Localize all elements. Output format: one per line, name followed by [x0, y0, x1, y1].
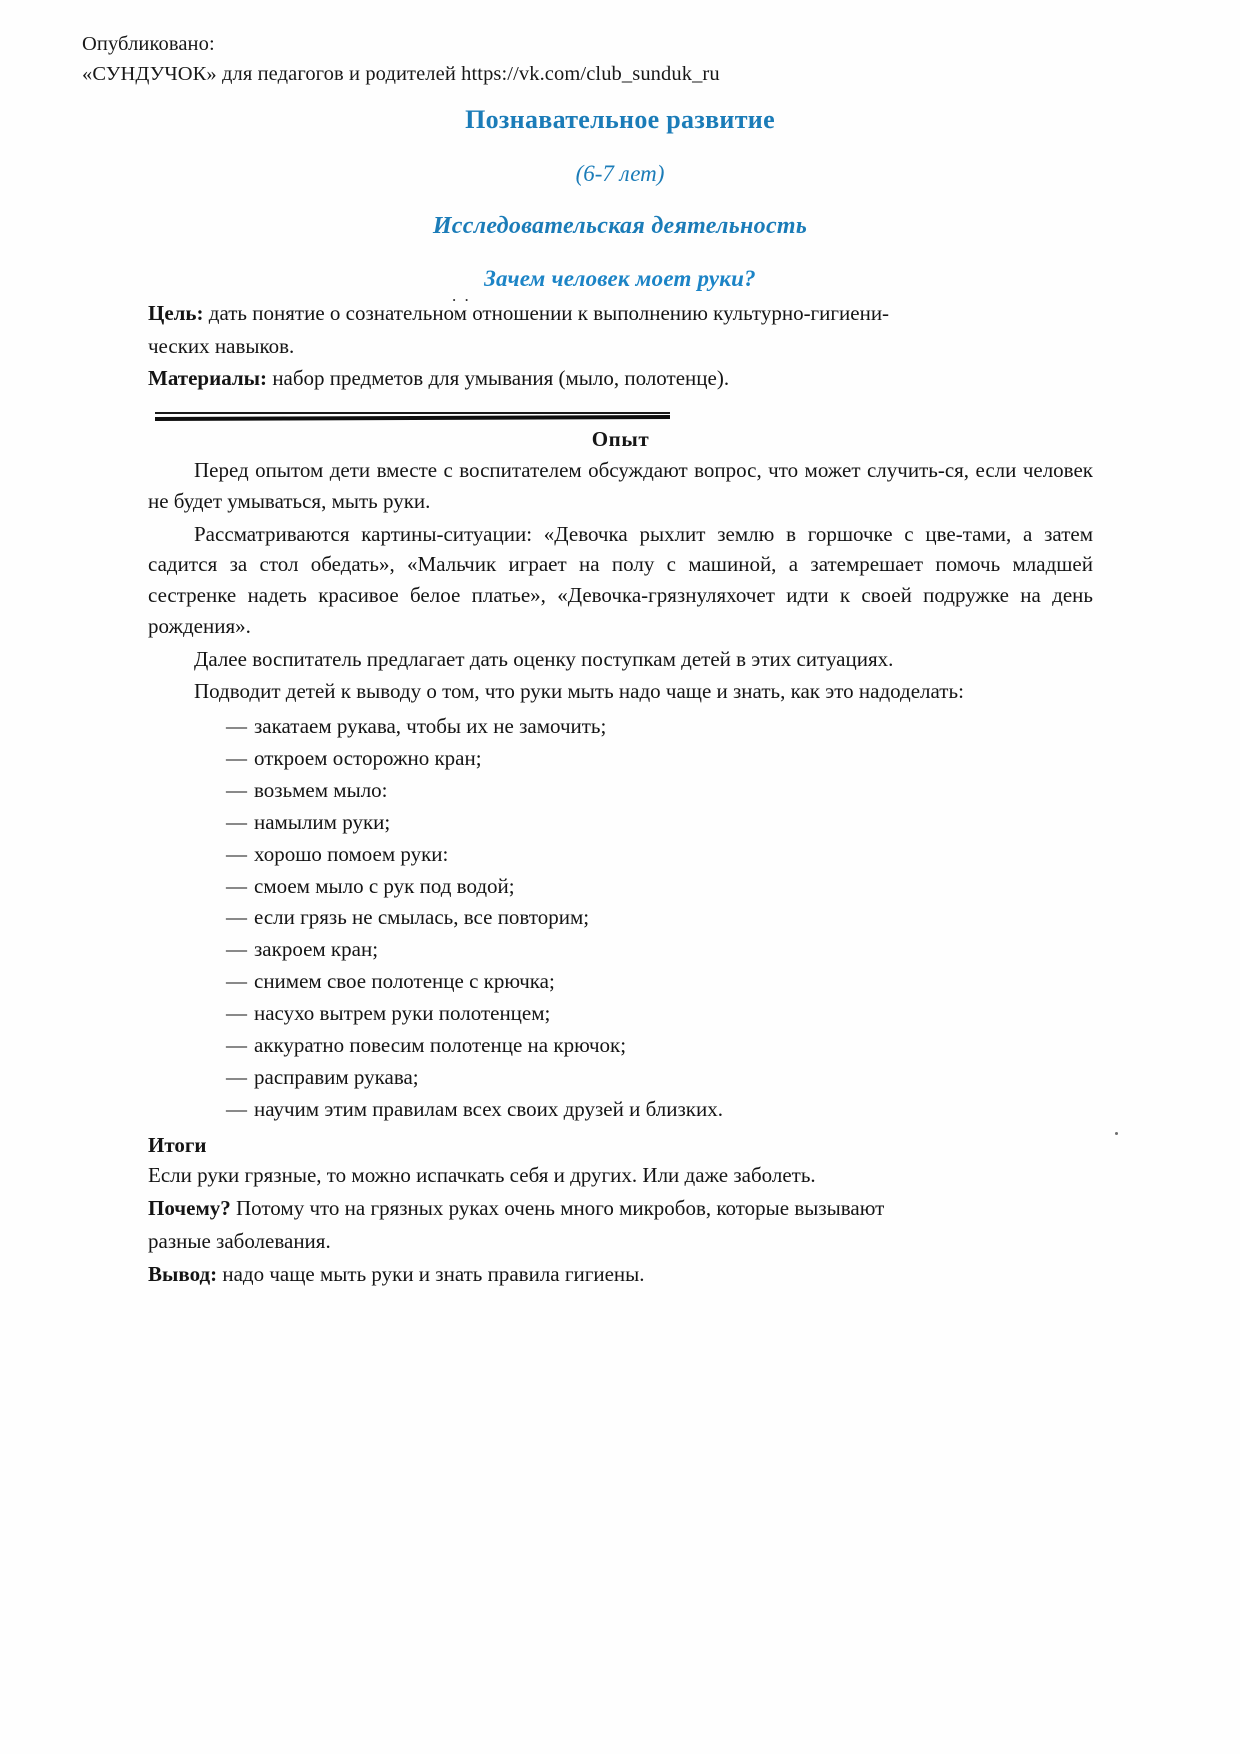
step-text: расправим рукава;: [254, 1064, 419, 1089]
publication-credit: [82, 30, 982, 89]
experiment-paragraph-1: [148, 455, 1093, 517]
intro-section: [148, 298, 1093, 396]
step-text: снимем свое полотенце с крючка;: [254, 969, 555, 994]
step-text: возьмем мыло:: [254, 777, 388, 802]
step-text: закатаем рукава, чтобы их не замочить;: [254, 714, 607, 738]
dash-marker: —: [226, 937, 247, 962]
list-item: [226, 1030, 1093, 1062]
list-item: [226, 839, 1093, 871]
step-text: если грязь не смылась, все повторим;: [254, 905, 590, 930]
experiment-paragraph-3: Далее воспитатель предлагает дать оценку поступкам детей в этих ситуациях.: [194, 646, 894, 671]
experiment-p2-line4: хочет идти к своей подружке на день рождения».: [148, 583, 1093, 638]
list-item: [226, 807, 1093, 839]
dash-marker: —: [226, 969, 247, 994]
experiment-p1-line2: ся, если человек не будет умываться, мыть руки.: [148, 458, 1093, 513]
list-item: [226, 871, 1093, 903]
divider-thin-line: [155, 412, 670, 414]
final-conclusion-paragraph: [148, 1259, 1093, 1290]
materials-label: Материалы:: [148, 366, 268, 391]
dash-marker: —: [226, 841, 247, 866]
step-text: намылим руки;: [254, 809, 391, 834]
experiment-p2-line2: тами, а затем садится за стол обедать», «Мальчик играет на полу с машиной, а затем: [148, 521, 1093, 577]
goal-paragraph: [148, 298, 1093, 329]
why-paragraph-continuation: разные заболевания.: [148, 1228, 331, 1253]
step-text: откроем осторожно кран;: [254, 745, 482, 770]
step-text: аккуратно повесим полотенце на крючок;: [254, 1033, 627, 1058]
why-label: Почему?: [148, 1196, 231, 1221]
page-title: Познавательное развитие: [465, 105, 775, 134]
step-text: закроем кран;: [254, 937, 379, 962]
list-item: [226, 1062, 1093, 1094]
age-range-subtitle: (6-7 лет): [575, 161, 665, 186]
experiment-paragraph-2: [148, 519, 1093, 642]
dash-marker: —: [226, 714, 247, 738]
topic-question-subtitle: Зачем человек моет руки?: [484, 266, 756, 291]
experiment-p1-line1: Перед опытом дети вместе с воспитателем обсуждают вопрос, что может случить-: [194, 458, 945, 482]
title-block: [120, 105, 1120, 292]
step-text: смоем мыло с рук под водой;: [254, 873, 515, 898]
experiment-p2-line1: Рассматриваются картины-ситуации: «Девочка рыхлит землю в горшочке с цве-: [194, 521, 963, 546]
dash-marker: —: [226, 777, 247, 802]
list-item: [226, 1094, 1093, 1126]
dash-marker: —: [226, 905, 247, 930]
conclusion-section: [148, 1130, 1093, 1290]
handwashing-steps-list: [148, 711, 1093, 1126]
experiment-heading: Опыт: [591, 427, 650, 451]
publication-line-1: Опубликовано:: [82, 33, 215, 55]
section-divider: [155, 412, 670, 422]
experiment-body: [148, 455, 1093, 1291]
goal-text: дать понятие о сознательном отношении к выполнению культурно-гигиени-: [203, 301, 890, 325]
dash-marker: —: [226, 745, 247, 770]
dash-marker: —: [226, 809, 247, 834]
dash-marker: —: [226, 1064, 247, 1089]
publication-line-2: «СУНДУЧОК» для педагогов и родителей https://vk.com/club_sunduk_ru: [82, 62, 720, 85]
scan-speck: [1115, 1132, 1118, 1135]
step-text: насухо вытрем руки полотенцем;: [254, 1001, 551, 1026]
materials-paragraph: [148, 363, 1093, 394]
why-text: Потому что на грязных руках очень много микробов, которые вызывают: [230, 1196, 885, 1221]
list-item: [226, 998, 1093, 1030]
dash-marker: —: [226, 1096, 247, 1121]
goal-label: Цель:: [148, 301, 204, 325]
conclusion-text: надо чаще мыть руки и знать правила гигиены.: [217, 1261, 645, 1286]
stray-scan-marks: . .: [452, 286, 471, 305]
materials-text: набор предметов для умывания (мыло, полотенце).: [267, 366, 730, 391]
dash-marker: —: [226, 873, 247, 898]
step-text: научим этим правилам всех своих друзей и близких.: [254, 1096, 723, 1121]
results-heading: Итоги: [148, 1132, 207, 1157]
list-item: [226, 711, 1093, 743]
experiment-p4-line2: делать:: [900, 679, 964, 704]
results-text: Если руки грязные, то можно испачкать себя и других. Или даже заболеть.: [148, 1163, 816, 1188]
list-item: [226, 934, 1093, 966]
conclusion-label: Вывод:: [148, 1261, 218, 1286]
activity-type-subtitle: Исследовательская деятельность: [432, 213, 808, 239]
experiment-p2-line3: решает помочь младшей сестренке надеть красивое белое платье», «Девочка-грязнуля: [148, 552, 1093, 607]
why-paragraph: [148, 1193, 1093, 1224]
divider-thick-line: [155, 415, 670, 421]
experiment-p4-line1: Подводит детей к выводу о том, что руки мыть надо чаще и знать, как это надо: [194, 679, 901, 704]
list-item: [226, 775, 1093, 807]
goal-paragraph-continuation: ческих навыков.: [148, 333, 295, 358]
experiment-paragraph-4: [148, 676, 1093, 707]
dash-marker: —: [226, 1033, 247, 1058]
list-item: [226, 966, 1093, 998]
dash-marker: —: [226, 1001, 247, 1026]
list-item: [226, 902, 1093, 934]
list-item: [226, 743, 1093, 775]
step-text: хорошо помоем руки:: [254, 841, 449, 866]
